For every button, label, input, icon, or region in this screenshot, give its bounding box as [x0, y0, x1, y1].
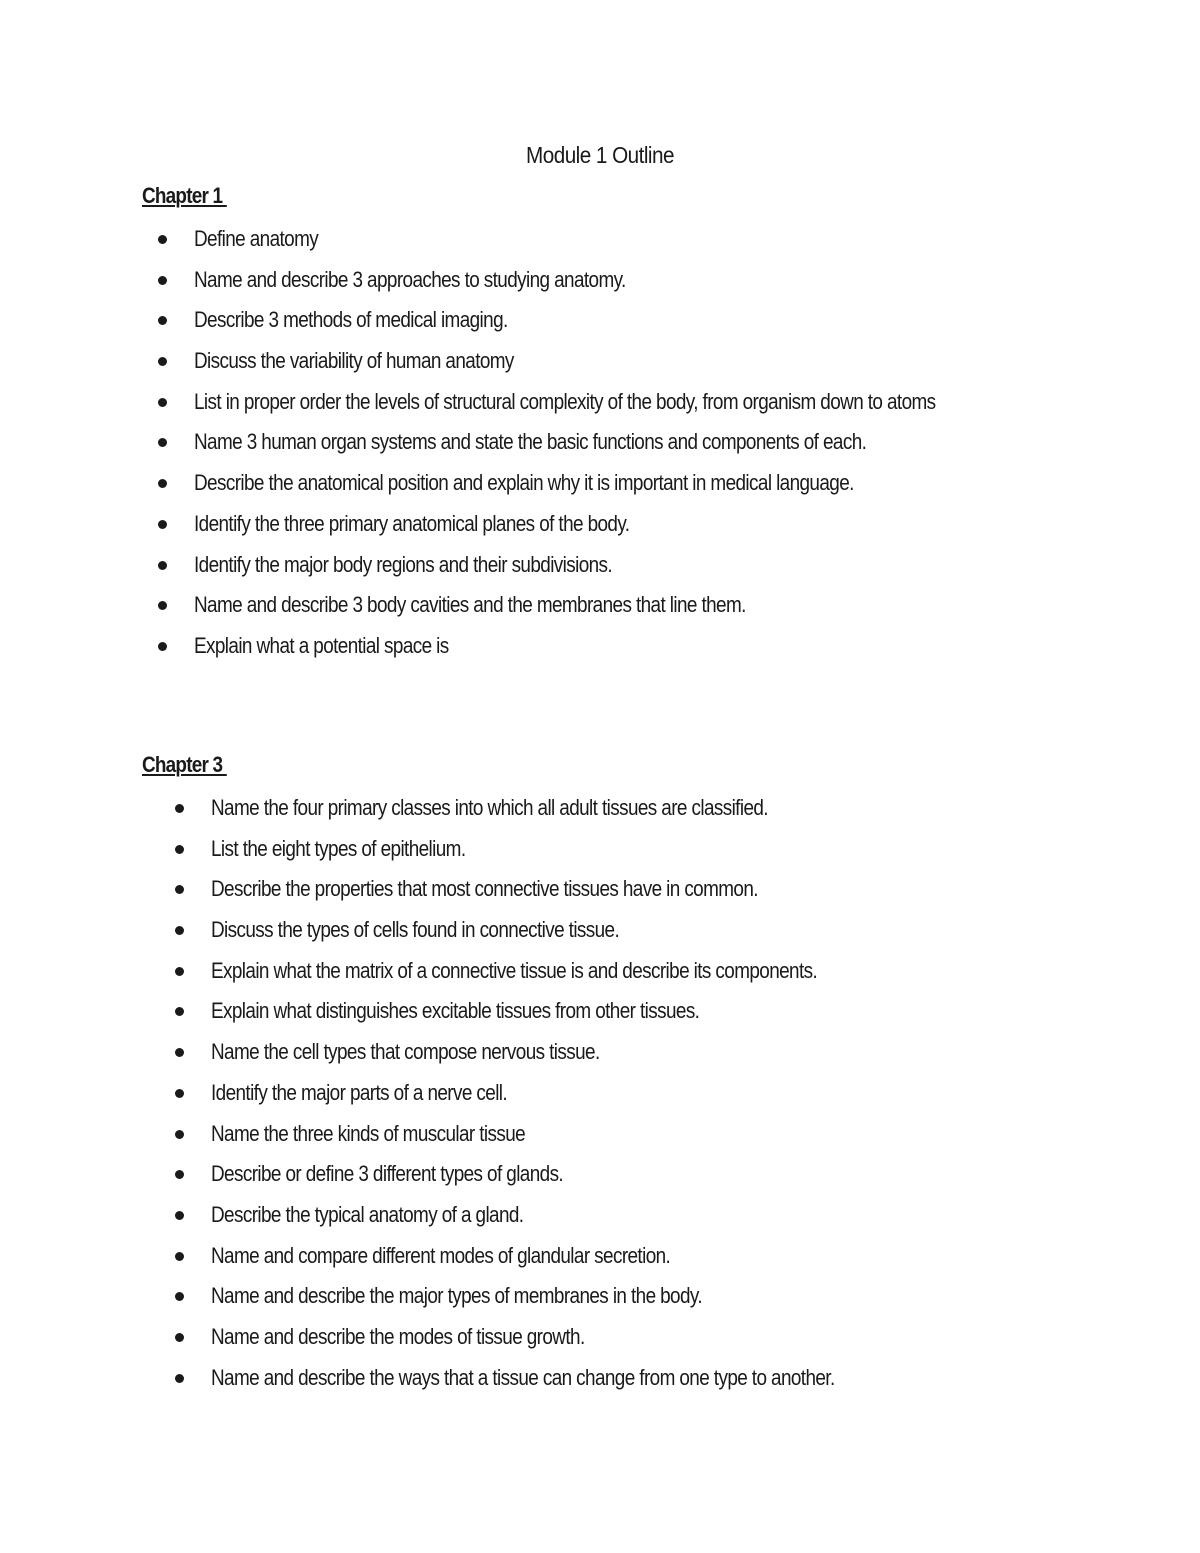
- list-item-text: Describe the properties that most connective tissues have in common.: [211, 876, 758, 902]
- list-item: [0, 382, 1200, 423]
- list-item-text: List the eight types of epithelium.: [211, 835, 466, 861]
- bullet-icon: [158, 642, 167, 651]
- bullet-icon: [175, 1130, 184, 1139]
- list-item: [0, 951, 1200, 992]
- bullet-icon: [175, 1292, 184, 1301]
- bullet-icon: [175, 1252, 184, 1261]
- bullet-icon: [175, 1007, 184, 1016]
- bullet-icon: [175, 1170, 184, 1179]
- list-item-text: Explain what the matrix of a connective tissue is and describe its components.: [211, 957, 818, 983]
- list-item-text: Name and describe 3 body cavities and the membranes that line them.: [194, 592, 746, 618]
- list-item: [0, 341, 1200, 382]
- bullet-icon: [175, 926, 184, 935]
- list-item-text: Name and describe 3 approaches to studying anatomy.: [194, 266, 626, 292]
- list-item: [0, 788, 1200, 829]
- list-item-text: Name 3 human organ systems and state the basic functions and components of each.: [194, 429, 867, 455]
- bullet-icon: [175, 845, 184, 854]
- list-item-text: Identify the major body regions and their subdivisions.: [194, 551, 613, 577]
- list-item: [0, 1154, 1200, 1195]
- list-item-text: Identify the major parts of a nerve cell.: [211, 1079, 508, 1105]
- list-item: [0, 991, 1200, 1032]
- list-item-text: Name the three kinds of muscular tissue: [211, 1120, 526, 1146]
- list-item: [0, 1032, 1200, 1073]
- bullet-icon: [175, 1374, 184, 1383]
- list-item-text: List in proper order the levels of structural complexity of the body, from organism down to atoms: [194, 388, 936, 414]
- list-item-text: Describe the typical anatomy of a gland.: [211, 1201, 524, 1227]
- list-item: [0, 1236, 1200, 1277]
- bullet-icon: [175, 1089, 184, 1098]
- list-item-text: Discuss the variability of human anatomy: [194, 348, 514, 374]
- list-item: [0, 260, 1200, 301]
- list-item-text: Describe the anatomical position and explain why it is important in medical language.: [194, 470, 854, 496]
- list-item-text: Name and describe the major types of membranes in the body.: [211, 1283, 703, 1309]
- list-item: [0, 1114, 1200, 1155]
- list-item-text: Describe 3 methods of medical imaging.: [194, 307, 508, 333]
- bullet-icon: [158, 316, 167, 325]
- list-item-text: Describe or define 3 different types of glands.: [211, 1161, 564, 1187]
- bullet-icon: [175, 804, 184, 813]
- bullet-icon: [158, 357, 167, 366]
- list-item: [0, 545, 1200, 586]
- chapter-1-heading: Chapter 1: [142, 183, 227, 208]
- bullet-icon: [175, 1211, 184, 1220]
- list-item: [0, 626, 1200, 667]
- bullet-icon: [175, 885, 184, 894]
- list-item-text: Explain what distinguishes excitable tissues from other tissues.: [211, 998, 700, 1024]
- list-item: [0, 300, 1200, 341]
- chapter-3-list: [0, 788, 1200, 1398]
- list-item: [0, 910, 1200, 951]
- bullet-icon: [158, 235, 167, 244]
- bullet-icon: [175, 1333, 184, 1342]
- list-item: [0, 869, 1200, 910]
- bullet-icon: [158, 520, 167, 529]
- list-item: [0, 1195, 1200, 1236]
- bullet-icon: [175, 1048, 184, 1057]
- list-item: [0, 1276, 1200, 1317]
- list-item: [0, 422, 1200, 463]
- list-item-text: Name the four primary classes into which all adult tissues are classified.: [211, 795, 768, 820]
- list-item: [0, 1317, 1200, 1358]
- list-item-text: Explain what a potential space is: [194, 632, 449, 658]
- list-item-text: Name the cell types that compose nervous tissue.: [211, 1039, 600, 1065]
- bullet-icon: [158, 561, 167, 570]
- bullet-icon: [158, 479, 167, 488]
- list-item-text: Define anatomy: [194, 226, 319, 251]
- list-item: [0, 585, 1200, 626]
- bullet-icon: [158, 398, 167, 407]
- bullet-icon: [158, 276, 167, 285]
- bullet-icon: [158, 438, 167, 447]
- list-item-text: Name and compare different modes of glandular secretion.: [211, 1242, 671, 1268]
- list-item: [0, 504, 1200, 545]
- chapter-3-heading: Chapter 3: [142, 752, 227, 777]
- list-item-text: Identify the three primary anatomical planes of the body.: [194, 510, 630, 536]
- bullet-icon: [158, 601, 167, 610]
- list-item: [0, 1358, 1200, 1399]
- bullet-icon: [175, 967, 184, 976]
- list-item-text: Discuss the types of cells found in connective tissue.: [211, 917, 620, 943]
- list-item: [0, 1073, 1200, 1114]
- list-item-text: Name and describe the ways that a tissue can change from one type to another.: [211, 1364, 835, 1390]
- document-title: Module 1 Outline: [526, 142, 674, 168]
- list-item: [0, 463, 1200, 504]
- list-item: [0, 829, 1200, 870]
- list-item: [0, 219, 1200, 260]
- chapter-1-list: [0, 219, 1200, 667]
- list-item-text: Name and describe the modes of tissue growth.: [211, 1323, 585, 1349]
